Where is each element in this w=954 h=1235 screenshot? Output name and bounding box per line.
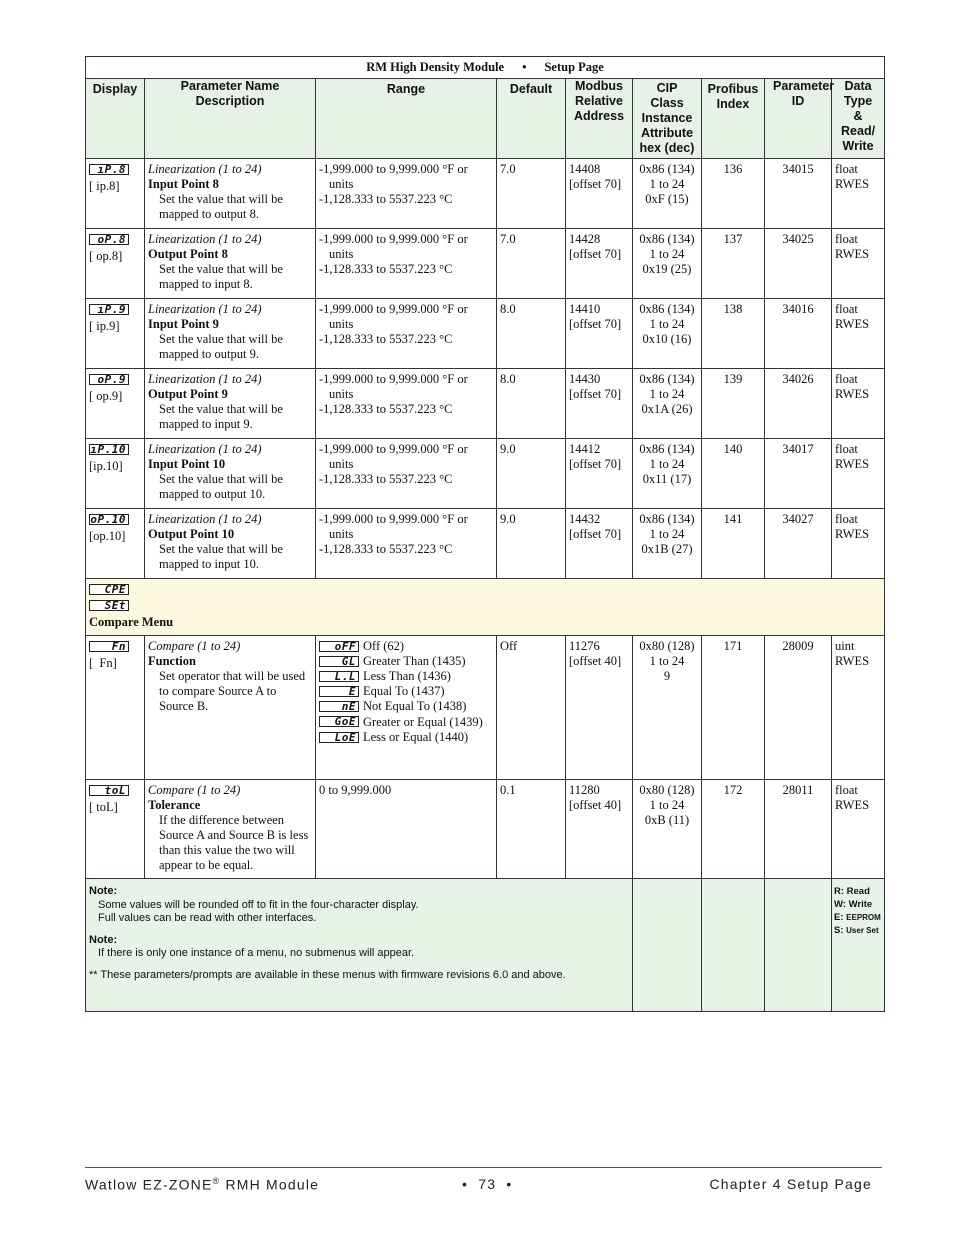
legend-write: W: Write <box>834 899 873 910</box>
cip-instance: 1 to 24 <box>649 247 685 261</box>
compare-menu-row <box>86 579 885 636</box>
data-type-cell <box>832 509 885 579</box>
parameter-id-cell: 34017 <box>765 439 832 509</box>
cip-cell <box>633 159 702 229</box>
lcd-display: oP.8 <box>89 234 129 245</box>
legend-value: EEPROM <box>846 913 881 922</box>
parameter-description: Set the value that will be mapped to output 10. <box>159 472 283 501</box>
parameter-id-cell: 34026 <box>765 369 832 439</box>
range-cell <box>316 439 497 509</box>
cip-instance: 1 to 24 <box>649 177 685 191</box>
modbus-address: 14432 <box>569 512 601 526</box>
display-code: [ op.9] <box>89 389 123 403</box>
legend-user-set <box>834 924 882 937</box>
option-label: Less or Equal (1440) <box>363 730 469 744</box>
menu-category: Linearization (1 to 24) <box>148 372 262 386</box>
parameter-table <box>85 56 885 1012</box>
rw-legend <box>834 885 882 937</box>
option-label: Off (62) <box>363 639 405 653</box>
table-title <box>86 57 885 79</box>
range-units: units <box>329 317 354 331</box>
parameter-description: Set the value that will be mapped to input 8. <box>159 262 283 291</box>
data-type: float <box>835 512 858 526</box>
notes-empty-cell <box>702 879 765 1012</box>
default-cell: 0.1 <box>497 780 566 879</box>
modbus-address: 14430 <box>569 372 601 386</box>
table-row <box>86 780 885 879</box>
col-data-type: Data Type & Read/ Write <box>832 79 885 159</box>
data-type-cell <box>832 159 885 229</box>
parameter-id-cell: 34015 <box>765 159 832 229</box>
name-cell <box>145 159 316 229</box>
lcd-option: E <box>319 686 359 697</box>
page-number: • 73 • <box>462 1176 513 1192</box>
parameter-name: Output Point 10 <box>148 527 235 541</box>
display-cell <box>86 439 145 509</box>
option-equal-to <box>319 684 493 699</box>
notes-empty-cell <box>633 879 702 1012</box>
lcd-option: LoE <box>319 732 359 743</box>
data-type: float <box>835 232 858 246</box>
table-row <box>86 439 885 509</box>
cip-attribute: 0x1B (27) <box>641 542 693 556</box>
menu-category: Linearization (1 to 24) <box>148 302 262 316</box>
data-type: uint <box>835 639 855 653</box>
parameter-description: Set the value that will be mapped to input 10. <box>159 542 283 571</box>
data-type-cell <box>832 636 885 780</box>
lcd-option: GL <box>319 656 359 667</box>
legend-eeprom <box>834 911 882 924</box>
lcd-display: toL <box>89 785 129 796</box>
option-off <box>319 639 493 654</box>
range-f: -1,999.000 to 9,999.000 °F or <box>319 302 468 316</box>
module-title: RM High Density Module <box>366 60 505 74</box>
default-cell: 8.0 <box>497 369 566 439</box>
display-cell <box>86 780 145 879</box>
col-modbus: Modbus Relative Address <box>566 79 633 159</box>
cip-class: 0x86 (134) <box>639 302 695 316</box>
cip-class: 0x86 (134) <box>639 232 695 246</box>
table-row <box>86 509 885 579</box>
read-write: RWES <box>835 247 870 261</box>
range-cell <box>316 509 497 579</box>
range-cell <box>316 299 497 369</box>
display-cell <box>86 509 145 579</box>
parameter-id-cell: 34016 <box>765 299 832 369</box>
cip-cell <box>633 509 702 579</box>
name-cell <box>145 369 316 439</box>
data-type-cell <box>832 229 885 299</box>
range-c: -1,128.333 to 5537.223 °C <box>319 402 453 416</box>
table-row <box>86 159 885 229</box>
data-type-cell <box>832 299 885 369</box>
display-cell <box>86 369 145 439</box>
option-label: Greater or Equal (1439) <box>363 715 483 729</box>
cip-class: 0x86 (134) <box>639 442 695 456</box>
range-units: units <box>329 457 354 471</box>
footer-product <box>85 1176 319 1193</box>
name-cell <box>145 509 316 579</box>
range-cell <box>316 159 497 229</box>
menu-category: Linearization (1 to 24) <box>148 442 262 456</box>
modbus-cell <box>566 439 633 509</box>
parameter-id-cell: 34025 <box>765 229 832 299</box>
modbus-address: 11280 <box>569 783 600 797</box>
option-greater-than <box>319 654 493 669</box>
modbus-cell <box>566 159 633 229</box>
lcd-option: L.L <box>319 671 359 682</box>
modbus-cell <box>566 509 633 579</box>
col-parameter-name: Parameter Name Description <box>145 79 316 159</box>
cip-cell <box>633 369 702 439</box>
profibus-cell: 137 <box>702 229 765 299</box>
default-cell: 8.0 <box>497 299 566 369</box>
lcd-display: oP.9 <box>89 374 129 385</box>
display-code: [ op.8] <box>89 249 123 263</box>
menu-category: Linearization (1 to 24) <box>148 232 262 246</box>
legend-read: R: Read <box>834 886 870 897</box>
display-cell <box>86 636 145 780</box>
option-label: Not Equal To (1438) <box>363 699 467 713</box>
cip-cell <box>633 299 702 369</box>
range-units: units <box>329 387 354 401</box>
range-units: units <box>329 177 354 191</box>
cip-class: 0x86 (134) <box>639 512 695 526</box>
data-type-cell <box>832 369 885 439</box>
cip-cell <box>633 780 702 879</box>
read-write: RWES <box>835 798 870 812</box>
display-code: [ Fn] <box>89 656 117 670</box>
legend-value: User Set <box>846 926 879 935</box>
notes-block <box>89 885 629 982</box>
lcd-menu-code: CPE <box>89 584 129 595</box>
profibus-cell: 141 <box>702 509 765 579</box>
range-cell <box>316 229 497 299</box>
display-cell <box>86 299 145 369</box>
parameter-name: Input Point 8 <box>148 177 219 191</box>
range-f: -1,999.000 to 9,999.000 °F or <box>319 232 468 246</box>
menu-category: Compare (1 to 24) <box>148 639 241 653</box>
cip-instance: 1 to 24 <box>649 798 685 812</box>
range-units: units <box>329 247 354 261</box>
modbus-address: 14412 <box>569 442 601 456</box>
option-less-or-equal <box>319 730 493 745</box>
parameter-id-cell: 28009 <box>765 636 832 780</box>
cip-class: 0x86 (134) <box>639 372 695 386</box>
notes-cell <box>86 879 633 1012</box>
name-cell <box>145 299 316 369</box>
read-write: RWES <box>835 654 870 668</box>
col-parameter-id: Parameter ID <box>765 79 832 159</box>
range-f: -1,999.000 to 9,999.000 °F or <box>319 372 468 386</box>
name-cell <box>145 439 316 509</box>
lcd-display: ıP.10 <box>89 444 129 455</box>
profibus-cell: 140 <box>702 439 765 509</box>
data-type: float <box>835 162 858 176</box>
profibus-cell: 172 <box>702 780 765 879</box>
read-write: RWES <box>835 387 870 401</box>
lcd-option: GoE <box>319 716 359 727</box>
data-type: float <box>835 372 858 386</box>
range-c: -1,128.333 to 5537.223 °C <box>319 472 453 486</box>
note-text: Full values can be read with other interfaces. <box>98 912 317 924</box>
modbus-cell <box>566 299 633 369</box>
profibus-cell: 138 <box>702 299 765 369</box>
parameter-id-cell: 28011 <box>765 780 832 879</box>
range-f: -1,999.000 to 9,999.000 °F or <box>319 162 468 176</box>
default-cell: 7.0 <box>497 229 566 299</box>
option-label: Less Than (1436) <box>363 669 451 683</box>
notes-empty-cell <box>765 879 832 1012</box>
default-cell: 9.0 <box>497 509 566 579</box>
cip-instance: 1 to 24 <box>649 387 685 401</box>
range-f: -1,999.000 to 9,999.000 °F or <box>319 512 468 526</box>
cip-attribute: 0x1A (26) <box>641 402 693 416</box>
modbus-offset: [offset 40] <box>569 654 622 668</box>
table-row <box>86 369 885 439</box>
col-display: Display <box>86 79 145 159</box>
note-heading: Note: <box>89 885 118 897</box>
display-code: [ip.10] <box>89 459 123 473</box>
col-profibus: Profibus Index <box>702 79 765 159</box>
col-cip: CIP Class Instance Attribute hex (dec) <box>633 79 702 159</box>
parameter-description: If the difference between Source A and Source B is less than this value the two will appear to be equal. <box>159 813 309 872</box>
parameter-id-cell: 34027 <box>765 509 832 579</box>
option-label: Equal To (1437) <box>363 684 445 698</box>
parameter-name: Function <box>148 654 196 668</box>
range-units: units <box>329 527 354 541</box>
data-type: float <box>835 442 858 456</box>
cip-attribute: 0xB (11) <box>644 813 690 827</box>
note-text: Some values will be rounded off to fit in the four-character display. <box>98 898 419 911</box>
title-bullet: • <box>522 60 527 74</box>
cip-attribute: 9 <box>663 669 671 683</box>
range-c: -1,128.333 to 5537.223 °C <box>319 542 453 556</box>
footer-brand: Watlow EZ-ZONE <box>85 1176 213 1193</box>
legend-cell <box>832 879 885 1012</box>
cip-cell <box>633 229 702 299</box>
cip-attribute: 0xF (15) <box>645 192 689 206</box>
cip-cell <box>633 636 702 780</box>
modbus-cell <box>566 636 633 780</box>
cip-class: 0x80 (128) <box>639 783 695 797</box>
display-code: [ ip.8] <box>89 179 120 193</box>
read-write: RWES <box>835 317 870 331</box>
cip-attribute: 0x11 (17) <box>642 472 692 486</box>
default-cell: Off <box>497 636 566 780</box>
range-cell <box>316 636 497 780</box>
parameter-description: Set the value that will be mapped to output 9. <box>159 332 283 361</box>
legend-key: S: <box>834 925 844 936</box>
parameter-description: Set the value that will be mapped to output 8. <box>159 192 283 221</box>
parameter-name: Tolerance <box>148 798 201 812</box>
modbus-offset: [offset 40] <box>569 798 622 812</box>
name-cell <box>145 636 316 780</box>
range-cell: 0 to 9,999.000 <box>316 780 497 879</box>
modbus-offset: [offset 70] <box>569 247 622 261</box>
lcd-option: nE <box>319 701 359 712</box>
range-c: -1,128.333 to 5537.223 °C <box>319 192 453 206</box>
lcd-display: oP.10 <box>89 514 129 525</box>
table-row <box>86 229 885 299</box>
data-type-cell <box>832 439 885 509</box>
read-write: RWES <box>835 527 870 541</box>
profibus-cell: 171 <box>702 636 765 780</box>
range-c: -1,128.333 to 5537.223 °C <box>319 262 453 276</box>
data-type: float <box>835 302 858 316</box>
cip-class: 0x80 (128) <box>639 639 695 653</box>
display-cell <box>86 159 145 229</box>
menu-category: Compare (1 to 24) <box>148 783 241 797</box>
cip-attribute: 0x19 (25) <box>642 262 692 276</box>
table-row <box>86 636 885 780</box>
lcd-option: oFF <box>319 641 359 652</box>
profibus-cell: 139 <box>702 369 765 439</box>
note-heading: Note: <box>89 933 118 946</box>
option-greater-or-equal <box>319 714 493 730</box>
compare-menu-cell <box>86 579 885 636</box>
modbus-offset: [offset 70] <box>569 387 622 401</box>
modbus-address: 14408 <box>569 162 601 176</box>
modbus-cell <box>566 369 633 439</box>
modbus-offset: [offset 70] <box>569 177 622 191</box>
modbus-address: 14428 <box>569 232 601 246</box>
display-code: [ toL] <box>89 800 118 814</box>
parameter-description: Set operator that will be used to compare Source A to Source B. <box>159 669 306 713</box>
read-write: RWES <box>835 457 870 471</box>
parameter-description: Set the value that will be mapped to input 9. <box>159 402 283 431</box>
legend-key: E: <box>834 912 844 923</box>
range-f: -1,999.000 to 9,999.000 °F or <box>319 442 468 456</box>
cip-class: 0x86 (134) <box>639 162 695 176</box>
table-row <box>86 299 885 369</box>
lcd-display: ıP.9 <box>89 304 129 315</box>
profibus-cell: 136 <box>702 159 765 229</box>
footer-divider <box>85 1167 882 1168</box>
notes-row <box>86 879 885 1012</box>
range-cell <box>316 369 497 439</box>
default-cell: 7.0 <box>497 159 566 229</box>
name-cell <box>145 780 316 879</box>
column-header-row <box>86 79 885 159</box>
modbus-offset: [offset 70] <box>569 317 622 331</box>
modbus-cell <box>566 780 633 879</box>
lcd-menu-page: SEt <box>89 600 129 611</box>
parameter-name: Input Point 10 <box>148 457 226 471</box>
name-cell <box>145 229 316 299</box>
table-title-row <box>86 57 885 79</box>
cip-instance: 1 to 24 <box>649 457 685 471</box>
parameter-name: Input Point 9 <box>148 317 219 331</box>
modbus-cell <box>566 229 633 299</box>
display-cell <box>86 229 145 299</box>
option-less-than <box>319 669 493 684</box>
option-not-equal-to <box>319 699 493 714</box>
menu-category: Linearization (1 to 24) <box>148 512 262 526</box>
parameter-name: Output Point 9 <box>148 387 228 401</box>
lcd-display: Fn <box>89 641 129 652</box>
registered-mark: ® <box>212 1176 221 1186</box>
default-cell: 9.0 <box>497 439 566 509</box>
note-firmware: ** These parameters/prompts are available in these menus with firmware revisions 6.0 and above. <box>89 968 566 981</box>
option-label: Greater Than (1435) <box>363 654 466 668</box>
col-default: Default <box>497 79 566 159</box>
read-write: RWES <box>835 177 870 191</box>
col-range: Range <box>316 79 497 159</box>
note-text: If there is only one instance of a menu, no submenus will appear. <box>98 947 415 959</box>
modbus-address: 14410 <box>569 302 601 316</box>
cip-cell <box>633 439 702 509</box>
footer-chapter: Chapter 4 Setup Page <box>709 1176 872 1192</box>
compare-menu-label: Compare Menu <box>89 615 174 629</box>
lcd-display: ıP.8 <box>89 164 129 175</box>
data-type: float <box>835 783 858 797</box>
cip-instance: 1 to 24 <box>649 654 685 668</box>
display-code: [op.10] <box>89 529 126 543</box>
footer-module: RMH Module <box>220 1176 320 1193</box>
modbus-offset: [offset 70] <box>569 457 622 471</box>
modbus-offset: [offset 70] <box>569 527 622 541</box>
data-type-cell <box>832 780 885 879</box>
cip-attribute: 0x10 (16) <box>642 332 692 346</box>
cip-instance: 1 to 24 <box>649 527 685 541</box>
modbus-address: 11276 <box>569 639 600 653</box>
display-code: [ ip.9] <box>89 319 120 333</box>
menu-category: Linearization (1 to 24) <box>148 162 262 176</box>
parameter-name: Output Point 8 <box>148 247 228 261</box>
section-title: Setup Page <box>544 60 604 74</box>
cip-instance: 1 to 24 <box>649 317 685 331</box>
range-c: -1,128.333 to 5537.223 °C <box>319 332 453 346</box>
